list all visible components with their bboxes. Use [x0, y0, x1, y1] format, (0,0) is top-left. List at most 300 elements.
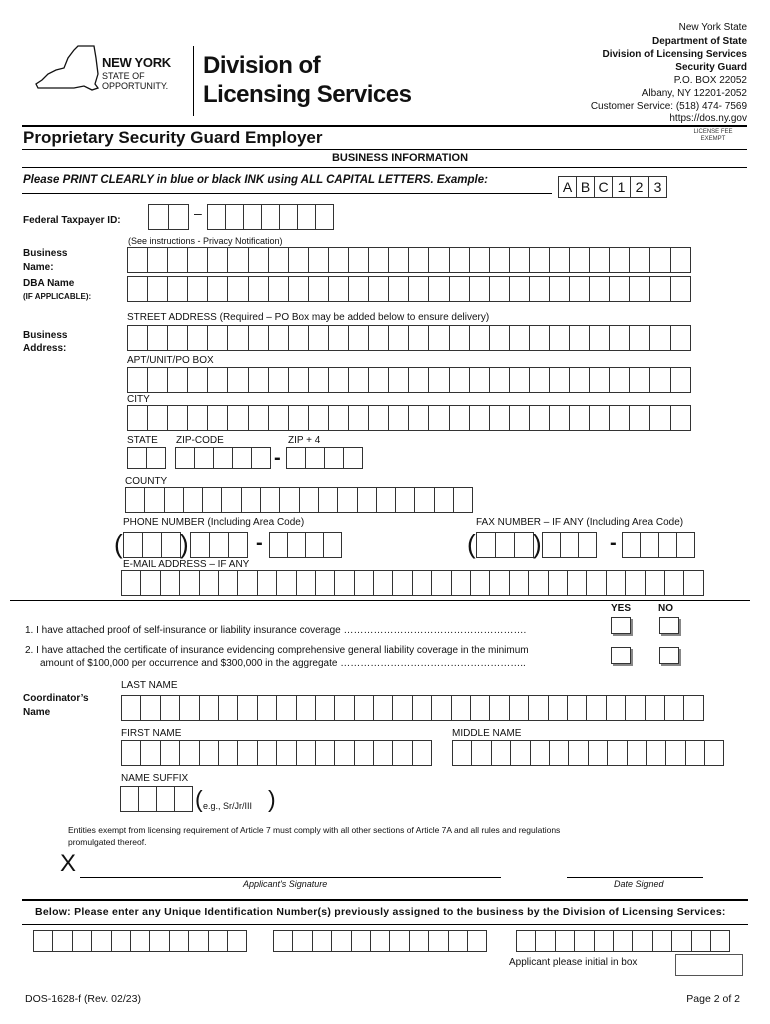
char-box[interactable] — [509, 570, 529, 596]
char-box[interactable] — [315, 204, 334, 230]
char-box[interactable] — [373, 570, 393, 596]
char-box[interactable] — [606, 570, 626, 596]
char-box[interactable] — [221, 487, 241, 513]
char-box[interactable] — [127, 405, 148, 431]
char-box[interactable] — [613, 930, 633, 952]
char-box[interactable] — [670, 367, 691, 393]
char-box[interactable] — [489, 570, 509, 596]
char-box[interactable] — [248, 325, 269, 351]
char-box[interactable] — [164, 487, 184, 513]
char-box[interactable] — [348, 325, 369, 351]
char-box[interactable] — [138, 786, 157, 812]
char-box[interactable] — [297, 204, 316, 230]
char-box[interactable] — [509, 247, 530, 273]
char-box[interactable] — [373, 740, 393, 766]
char-box[interactable] — [207, 325, 228, 351]
char-box[interactable] — [287, 532, 306, 558]
char-box[interactable] — [251, 447, 271, 469]
char-box[interactable] — [412, 570, 432, 596]
char-box[interactable] — [629, 247, 650, 273]
char-box[interactable] — [408, 325, 429, 351]
char-box[interactable] — [606, 695, 626, 721]
char-box[interactable] — [555, 930, 575, 952]
char-box[interactable] — [268, 405, 289, 431]
char-box[interactable] — [202, 487, 222, 513]
char-box[interactable] — [179, 570, 199, 596]
phone-line[interactable] — [269, 532, 341, 558]
char-box[interactable] — [209, 532, 229, 558]
char-box[interactable] — [315, 695, 335, 721]
char-box[interactable] — [248, 367, 269, 393]
char-box[interactable] — [218, 740, 238, 766]
char-box[interactable] — [140, 740, 160, 766]
char-box[interactable] — [72, 930, 92, 952]
char-box[interactable] — [408, 367, 429, 393]
char-box[interactable] — [428, 367, 449, 393]
char-box[interactable] — [567, 570, 587, 596]
char-box[interactable] — [248, 405, 269, 431]
char-box[interactable] — [268, 325, 289, 351]
char-box[interactable] — [548, 570, 568, 596]
q2-no-checkbox[interactable] — [659, 647, 679, 664]
char-box[interactable] — [323, 532, 342, 558]
char-box[interactable] — [609, 247, 630, 273]
char-box[interactable] — [348, 367, 369, 393]
char-box[interactable] — [121, 570, 141, 596]
char-box[interactable] — [160, 740, 180, 766]
char-box[interactable] — [147, 325, 168, 351]
char-box[interactable] — [542, 532, 561, 558]
char-box[interactable] — [268, 247, 289, 273]
taxpayer-id-suffix[interactable] — [207, 204, 333, 230]
char-box[interactable] — [337, 487, 357, 513]
char-box[interactable] — [451, 695, 471, 721]
char-box[interactable] — [567, 695, 587, 721]
char-box[interactable] — [529, 247, 550, 273]
char-box[interactable] — [142, 532, 162, 558]
dba-name-boxes[interactable] — [127, 276, 690, 302]
char-box[interactable] — [645, 695, 665, 721]
char-box[interactable] — [368, 367, 389, 393]
char-box[interactable] — [227, 405, 248, 431]
char-box[interactable] — [529, 276, 550, 302]
char-box[interactable] — [609, 325, 630, 351]
char-box[interactable] — [213, 447, 233, 469]
char-box[interactable] — [218, 570, 238, 596]
taxpayer-id-prefix[interactable] — [148, 204, 188, 230]
char-box[interactable] — [227, 247, 248, 273]
char-box[interactable] — [412, 695, 432, 721]
char-box[interactable] — [160, 695, 180, 721]
char-box[interactable] — [199, 695, 219, 721]
city-boxes[interactable] — [127, 405, 690, 431]
char-box[interactable] — [276, 740, 296, 766]
char-box[interactable] — [469, 405, 490, 431]
char-box[interactable] — [489, 405, 510, 431]
char-box[interactable] — [589, 367, 610, 393]
char-box[interactable] — [187, 276, 208, 302]
char-box[interactable] — [140, 695, 160, 721]
char-box[interactable] — [315, 570, 335, 596]
char-box[interactable] — [147, 276, 168, 302]
char-box[interactable] — [491, 740, 511, 766]
char-box[interactable] — [388, 367, 409, 393]
fax-prefix[interactable] — [542, 532, 596, 558]
char-box[interactable] — [489, 367, 510, 393]
char-box[interactable] — [232, 447, 252, 469]
char-box[interactable] — [227, 367, 248, 393]
char-box[interactable] — [388, 247, 409, 273]
char-box[interactable] — [288, 367, 309, 393]
char-box[interactable] — [414, 487, 434, 513]
char-box[interactable] — [324, 447, 344, 469]
char-box[interactable] — [449, 367, 470, 393]
char-box[interactable] — [167, 247, 188, 273]
char-box[interactable] — [208, 930, 228, 952]
char-box[interactable] — [33, 930, 53, 952]
char-box[interactable] — [343, 447, 363, 469]
char-box[interactable] — [328, 325, 349, 351]
char-box[interactable] — [528, 570, 548, 596]
char-box[interactable] — [305, 532, 324, 558]
char-box[interactable] — [120, 786, 139, 812]
char-box[interactable] — [130, 930, 150, 952]
char-box[interactable] — [354, 695, 374, 721]
char-box[interactable] — [288, 325, 309, 351]
char-box[interactable] — [509, 695, 529, 721]
char-box[interactable] — [428, 930, 448, 952]
char-box[interactable] — [578, 532, 597, 558]
char-box[interactable] — [121, 695, 141, 721]
zip4-boxes[interactable] — [286, 447, 362, 469]
char-box[interactable] — [586, 695, 606, 721]
char-box[interactable] — [431, 570, 451, 596]
char-box[interactable] — [589, 325, 610, 351]
char-box[interactable] — [123, 532, 143, 558]
char-box[interactable] — [649, 405, 670, 431]
char-box[interactable] — [237, 570, 257, 596]
q1-yes-checkbox[interactable] — [611, 617, 631, 634]
char-box[interactable] — [645, 570, 665, 596]
char-box[interactable] — [470, 695, 490, 721]
char-box[interactable] — [147, 367, 168, 393]
char-box[interactable] — [315, 740, 335, 766]
char-box[interactable] — [260, 487, 280, 513]
char-box[interactable] — [279, 204, 298, 230]
char-box[interactable] — [569, 276, 590, 302]
char-box[interactable] — [509, 367, 530, 393]
char-box[interactable] — [670, 325, 691, 351]
char-box[interactable] — [408, 405, 429, 431]
char-box[interactable] — [354, 570, 374, 596]
char-box[interactable] — [489, 276, 510, 302]
char-box[interactable] — [299, 487, 319, 513]
char-box[interactable] — [569, 247, 590, 273]
email-boxes[interactable] — [121, 570, 703, 596]
suffix-boxes[interactable] — [120, 786, 192, 812]
char-box[interactable] — [392, 740, 412, 766]
char-box[interactable] — [569, 325, 590, 351]
char-box[interactable] — [348, 405, 369, 431]
char-box[interactable] — [308, 276, 329, 302]
char-box[interactable] — [535, 930, 555, 952]
char-box[interactable] — [609, 405, 630, 431]
char-box[interactable] — [161, 532, 181, 558]
char-box[interactable] — [207, 367, 228, 393]
char-box[interactable] — [449, 325, 470, 351]
uid-boxes-3[interactable] — [516, 930, 729, 952]
char-box[interactable] — [286, 447, 306, 469]
char-box[interactable] — [207, 204, 226, 230]
char-box[interactable] — [509, 325, 530, 351]
county-boxes[interactable] — [125, 487, 472, 513]
char-box[interactable] — [649, 325, 670, 351]
char-box[interactable] — [449, 247, 470, 273]
char-box[interactable] — [127, 325, 148, 351]
char-box[interactable] — [147, 247, 168, 273]
char-box[interactable] — [469, 325, 490, 351]
char-box[interactable] — [549, 325, 570, 351]
char-box[interactable] — [160, 570, 180, 596]
char-box[interactable] — [227, 930, 247, 952]
char-box[interactable] — [549, 740, 569, 766]
q1-no-checkbox[interactable] — [659, 617, 679, 634]
char-box[interactable] — [241, 487, 261, 513]
char-box[interactable] — [549, 367, 570, 393]
char-box[interactable] — [376, 487, 396, 513]
char-box[interactable] — [156, 786, 175, 812]
char-box[interactable] — [392, 695, 412, 721]
char-box[interactable] — [408, 276, 429, 302]
char-box[interactable] — [370, 930, 390, 952]
char-box[interactable] — [243, 204, 262, 230]
char-box[interactable] — [167, 276, 188, 302]
char-box[interactable] — [622, 532, 641, 558]
business-name-boxes[interactable] — [127, 247, 690, 273]
char-box[interactable] — [331, 930, 351, 952]
char-box[interactable] — [489, 247, 510, 273]
char-box[interactable] — [453, 487, 473, 513]
char-box[interactable] — [269, 532, 288, 558]
signature-line[interactable] — [80, 877, 501, 878]
char-box[interactable] — [207, 405, 228, 431]
char-box[interactable] — [588, 740, 608, 766]
char-box[interactable] — [629, 405, 650, 431]
char-box[interactable] — [704, 740, 724, 766]
fax-line[interactable] — [622, 532, 694, 558]
phone-area-code[interactable] — [123, 532, 180, 558]
char-box[interactable] — [368, 325, 389, 351]
char-box[interactable] — [560, 532, 579, 558]
char-box[interactable] — [589, 276, 610, 302]
char-box[interactable] — [388, 405, 409, 431]
char-box[interactable] — [671, 930, 691, 952]
char-box[interactable] — [586, 570, 606, 596]
char-box[interactable] — [476, 532, 496, 558]
char-box[interactable] — [334, 695, 354, 721]
char-box[interactable] — [261, 204, 280, 230]
char-box[interactable] — [452, 740, 472, 766]
char-box[interactable] — [658, 532, 677, 558]
char-box[interactable] — [649, 367, 670, 393]
fax-area-code[interactable] — [476, 532, 533, 558]
char-box[interactable] — [354, 740, 374, 766]
char-box[interactable] — [188, 930, 208, 952]
char-box[interactable] — [691, 930, 711, 952]
char-box[interactable] — [348, 276, 369, 302]
char-box[interactable] — [127, 276, 148, 302]
char-box[interactable] — [683, 695, 703, 721]
char-box[interactable] — [127, 247, 148, 273]
char-box[interactable] — [589, 405, 610, 431]
char-box[interactable] — [448, 930, 468, 952]
char-box[interactable] — [469, 247, 490, 273]
char-box[interactable] — [179, 740, 199, 766]
char-box[interactable] — [296, 740, 316, 766]
char-box[interactable] — [149, 930, 169, 952]
char-box[interactable] — [199, 570, 219, 596]
char-box[interactable] — [308, 325, 329, 351]
char-box[interactable] — [529, 325, 550, 351]
char-box[interactable] — [528, 695, 548, 721]
char-box[interactable] — [187, 247, 208, 273]
initial-box[interactable] — [675, 954, 743, 976]
char-box[interactable] — [549, 247, 570, 273]
char-box[interactable] — [646, 740, 666, 766]
char-box[interactable] — [388, 276, 409, 302]
char-box[interactable] — [334, 570, 354, 596]
state-boxes[interactable] — [127, 447, 165, 469]
char-box[interactable] — [629, 325, 650, 351]
char-box[interactable] — [276, 695, 296, 721]
char-box[interactable] — [428, 325, 449, 351]
char-box[interactable] — [670, 276, 691, 302]
char-box[interactable] — [207, 247, 228, 273]
char-box[interactable] — [510, 740, 530, 766]
char-box[interactable] — [530, 740, 550, 766]
char-box[interactable] — [121, 740, 141, 766]
char-box[interactable] — [629, 367, 650, 393]
char-box[interactable] — [257, 695, 277, 721]
char-box[interactable] — [676, 532, 695, 558]
last-name-boxes[interactable] — [121, 695, 703, 721]
char-box[interactable] — [640, 532, 659, 558]
char-box[interactable] — [248, 247, 269, 273]
char-box[interactable] — [257, 740, 277, 766]
char-box[interactable] — [609, 367, 630, 393]
char-box[interactable] — [607, 740, 627, 766]
char-box[interactable] — [308, 367, 329, 393]
char-box[interactable] — [218, 695, 238, 721]
char-box[interactable] — [683, 570, 703, 596]
char-box[interactable] — [431, 695, 451, 721]
char-box[interactable] — [175, 447, 195, 469]
char-box[interactable] — [516, 930, 536, 952]
char-box[interactable] — [409, 930, 429, 952]
char-box[interactable] — [495, 532, 515, 558]
char-box[interactable] — [649, 276, 670, 302]
char-box[interactable] — [529, 405, 550, 431]
date-line[interactable] — [567, 877, 703, 878]
char-box[interactable] — [392, 570, 412, 596]
char-box[interactable] — [710, 930, 730, 952]
char-box[interactable] — [268, 276, 289, 302]
char-box[interactable] — [225, 204, 244, 230]
char-box[interactable] — [627, 740, 647, 766]
char-box[interactable] — [308, 247, 329, 273]
char-box[interactable] — [257, 570, 277, 596]
char-box[interactable] — [664, 570, 684, 596]
char-box[interactable] — [664, 695, 684, 721]
char-box[interactable] — [569, 405, 590, 431]
char-box[interactable] — [199, 740, 219, 766]
char-box[interactable] — [471, 740, 491, 766]
char-box[interactable] — [248, 276, 269, 302]
char-box[interactable] — [292, 930, 312, 952]
char-box[interactable] — [169, 930, 189, 952]
char-box[interactable] — [91, 930, 111, 952]
char-box[interactable] — [187, 367, 208, 393]
char-box[interactable] — [652, 930, 672, 952]
char-box[interactable] — [187, 405, 208, 431]
char-box[interactable] — [328, 367, 349, 393]
char-box[interactable] — [489, 325, 510, 351]
char-box[interactable] — [296, 570, 316, 596]
char-box[interactable] — [449, 405, 470, 431]
char-box[interactable] — [467, 930, 487, 952]
char-box[interactable] — [167, 405, 188, 431]
apt-boxes[interactable] — [127, 367, 690, 393]
char-box[interactable] — [357, 487, 377, 513]
char-box[interactable] — [428, 405, 449, 431]
char-box[interactable] — [288, 405, 309, 431]
char-box[interactable] — [237, 695, 257, 721]
char-box[interactable] — [665, 740, 685, 766]
char-box[interactable] — [469, 367, 490, 393]
char-box[interactable] — [509, 276, 530, 302]
char-box[interactable] — [548, 695, 568, 721]
char-box[interactable] — [368, 247, 389, 273]
char-box[interactable] — [227, 325, 248, 351]
char-box[interactable] — [412, 740, 432, 766]
char-box[interactable] — [174, 786, 193, 812]
phone-prefix[interactable] — [190, 532, 247, 558]
char-box[interactable] — [685, 740, 705, 766]
char-box[interactable] — [625, 570, 645, 596]
char-box[interactable] — [649, 247, 670, 273]
char-box[interactable] — [140, 570, 160, 596]
char-box[interactable] — [288, 276, 309, 302]
char-box[interactable] — [328, 405, 349, 431]
uid-boxes-2[interactable] — [273, 930, 486, 952]
q2-yes-checkbox[interactable] — [611, 647, 631, 664]
char-box[interactable] — [434, 487, 454, 513]
char-box[interactable] — [373, 695, 393, 721]
char-box[interactable] — [328, 276, 349, 302]
char-box[interactable] — [428, 247, 449, 273]
char-box[interactable] — [549, 276, 570, 302]
zip-boxes[interactable] — [175, 447, 270, 469]
char-box[interactable] — [334, 740, 354, 766]
char-box[interactable] — [625, 695, 645, 721]
char-box[interactable] — [469, 276, 490, 302]
char-box[interactable] — [449, 276, 470, 302]
char-box[interactable] — [288, 247, 309, 273]
char-box[interactable] — [395, 487, 415, 513]
char-box[interactable] — [127, 367, 148, 393]
char-box[interactable] — [276, 570, 296, 596]
char-box[interactable] — [305, 447, 325, 469]
